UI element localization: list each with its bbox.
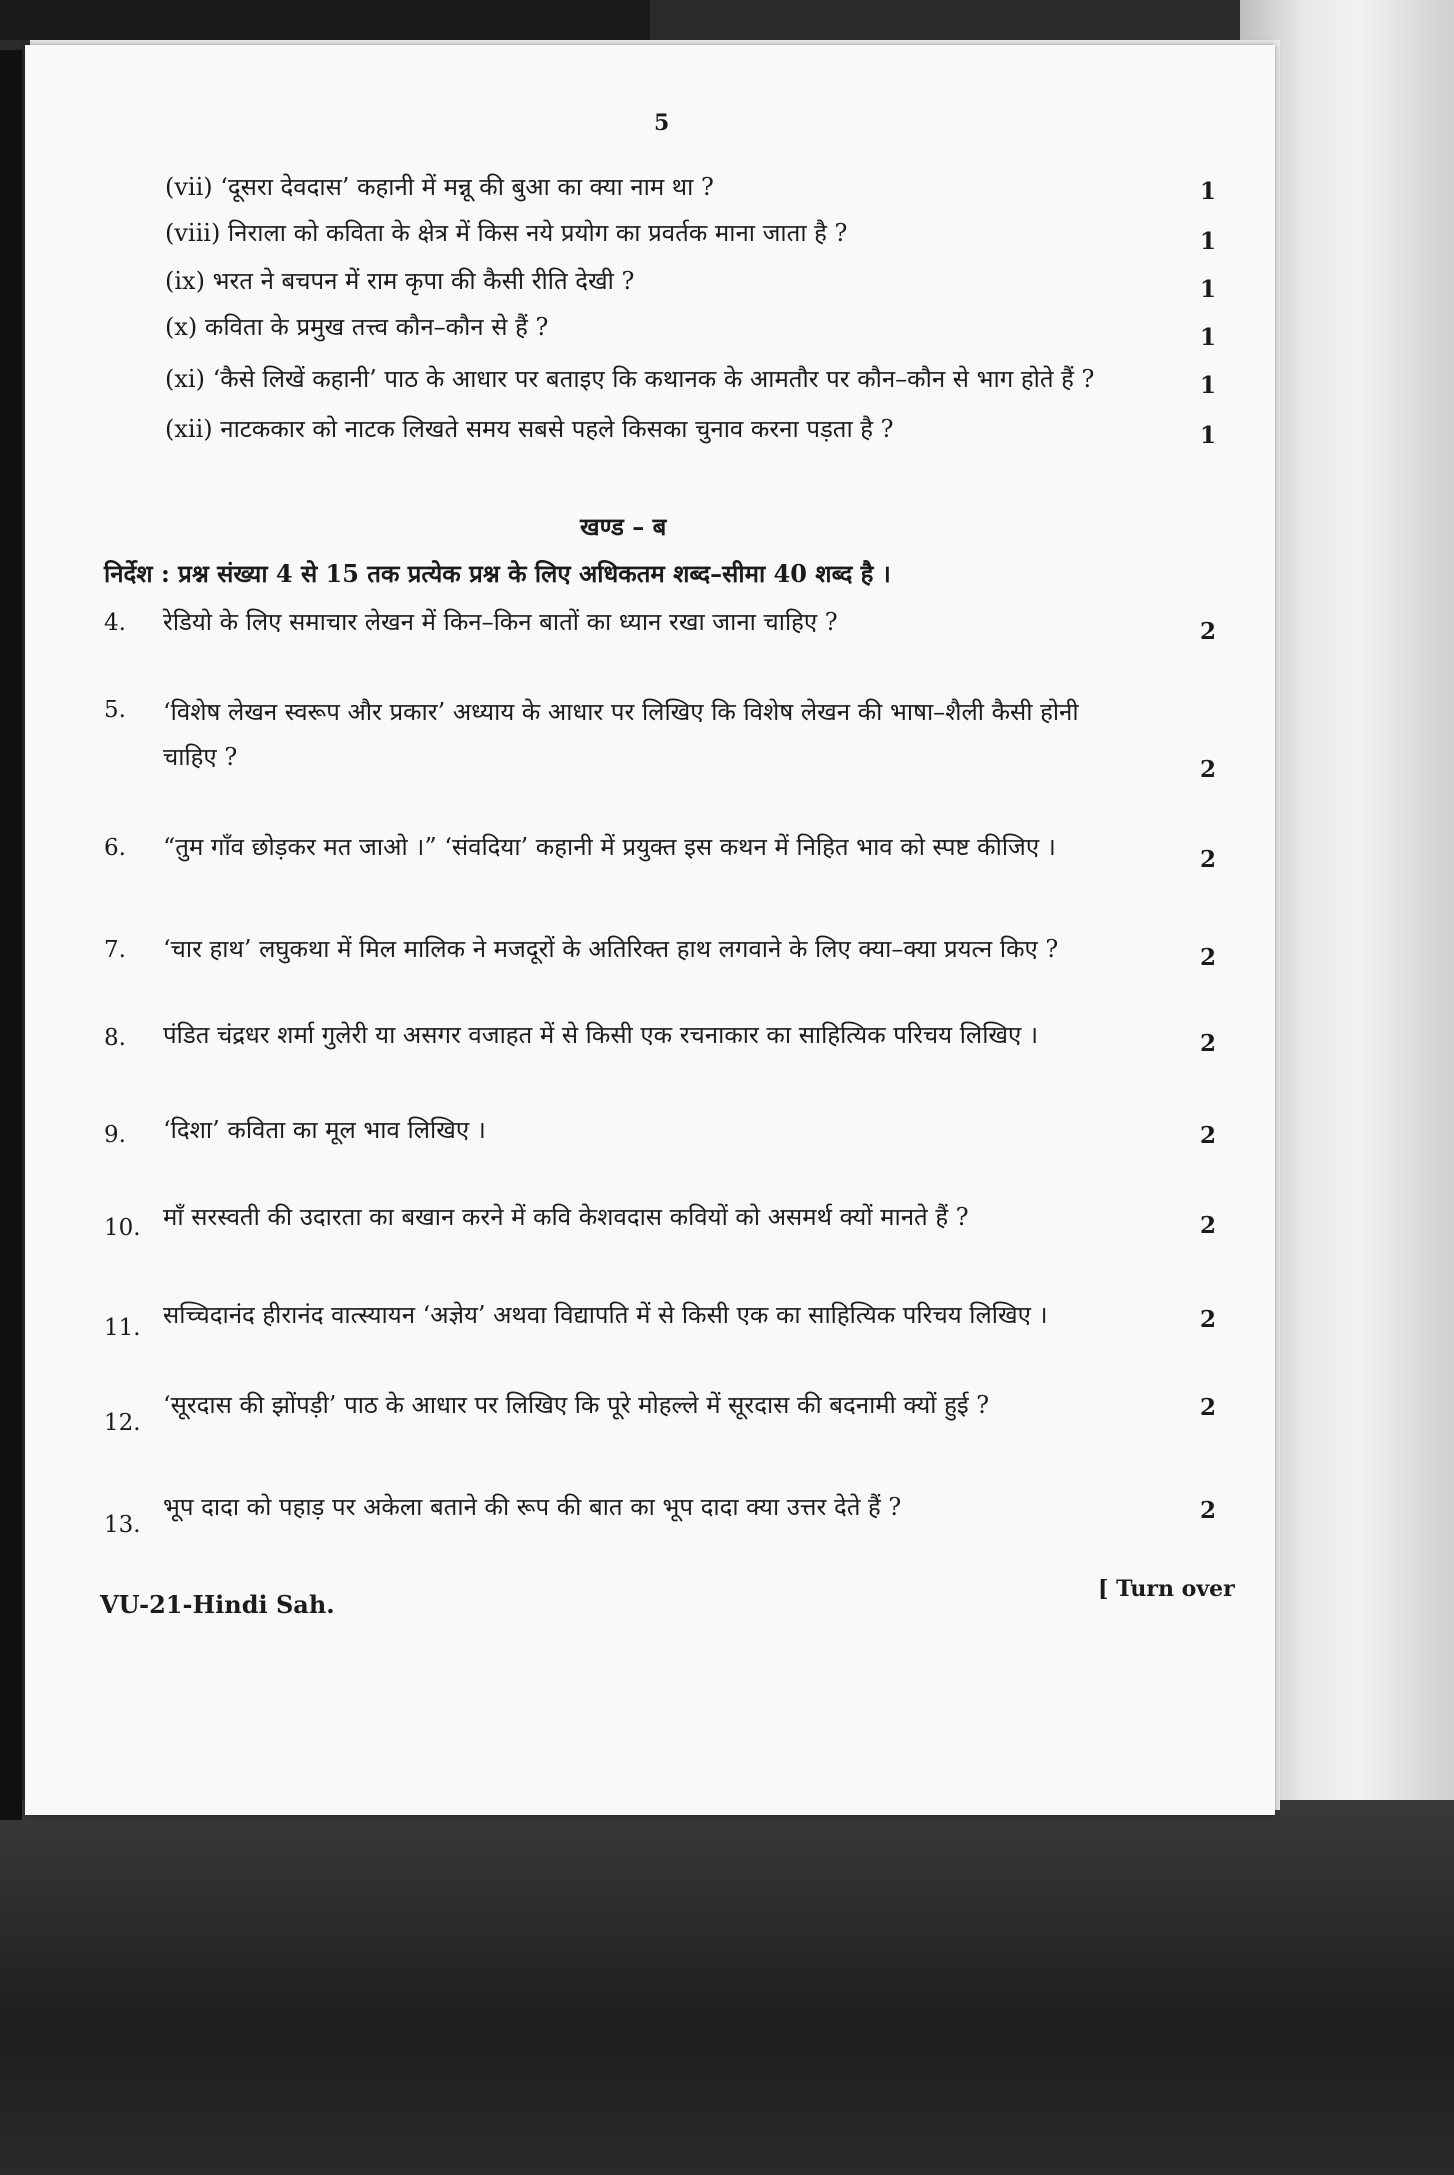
subquestion-body: भरत ने बचपन में राम कृपा की कैसी रीति देखी ? [212,267,635,295]
section-instruction: निर्देश : प्रश्न संख्या 4 से 15 तक प्रत्येक प्रश्न के लिए अधिकतम शब्द–सीमा 40 शब्द है । [104,559,891,588]
question-text: ‘विशेष लेखन स्वरूप और प्रकार’ अध्याय के आधार पर लिखिए कि विशेष लेखन की भाषा–शैली कैसी होनी [163,698,1079,726]
question-marks: 2 [1199,756,1216,783]
question-marks: 2 [1199,846,1216,873]
page-number: 5 [654,110,670,136]
subquestion-text [165,170,714,203]
question-marks: 2 [1199,1497,1216,1524]
question-number: 11. [104,1315,141,1341]
subquestion-marks: 1 [1199,178,1216,205]
subquestion-number: (x) [165,313,198,341]
question-number: 12. [104,1410,141,1436]
subquestion-body: कविता के प्रमुख तत्त्व कौन–कौन से हैं ? [204,313,549,341]
question-text-continued: चाहिए ? [163,743,238,771]
left-dark-edge [0,50,22,1820]
question-number: 7. [104,937,126,963]
question-marks: 2 [1199,944,1216,971]
question-number: 13. [104,1512,141,1538]
question-text: ‘चार हाथ’ लघुकथा में मिल मालिक ने मजदूरों के अतिरिक्त हाथ लगवाने के लिए क्या–क्या प्रयत्न किए ? [163,935,1059,963]
question-marks: 2 [1199,1212,1216,1239]
subquestion-marks: 1 [1199,324,1216,351]
subquestion-number: (ix) [165,267,205,295]
question-marks: 2 [1199,1030,1216,1057]
turn-over-label: [ Turn over [1098,1576,1235,1602]
subquestion-marks: 1 [1199,228,1216,255]
question-marks: 2 [1199,1122,1216,1149]
subquestion-body: नाटककार को नाटक लिखते समय सबसे पहले किसका चुनाव करना पड़ता है ? [220,415,894,443]
subquestion-marks: 1 [1199,422,1216,449]
subquestion-marks: 1 [1199,372,1216,399]
paper-code: VU-21-Hindi Sah. [100,1590,335,1619]
question-number: 4. [104,610,126,636]
question-text: रेडियो के लिए समाचार लेखन में किन–किन बातों का ध्यान रखा जाना चाहिए ? [163,608,838,636]
question-text: भूप दादा को पहाड़ पर अकेला बताने की रूप की बात का भूप दादा क्या उत्तर देते हैं ? [163,1493,902,1521]
question-number: 8. [104,1025,126,1051]
question-text: माँ सरस्वती की उदारता का बखान करने में कवि केशवदास कवियों को असमर्थ क्यों मानते हैं ? [163,1203,969,1231]
subquestion-marks: 1 [1199,276,1216,303]
question-number: 10. [104,1215,141,1241]
background-dark-surface [0,1800,1454,2175]
subquestion-text [165,362,1094,395]
question-text: “तुम गाँव छोड़कर मत जाओ ।” ‘संवदिया’ कहानी में प्रयुक्त इस कथन में निहित भाव को स्पष्ट कीजिए । [163,833,1056,861]
background-top-edge [0,0,650,40]
question-text: पंडित चंद्रधर शर्मा गुलेरी या असगर वजाहत में से किसी एक रचनाकार का साहित्यिक परिचय लिखिए । [163,1021,1039,1049]
subquestion-number: (xii) [165,415,213,443]
question-text: सच्चिदानंद हीरानंद वात्स्यायन ‘अज्ञेय’ अथवा विद्यापति में से किसी एक का साहित्यिक परिचय लिखिए । [163,1301,1048,1329]
question-number: 5. [104,697,126,723]
question-marks: 2 [1199,1306,1216,1333]
subquestion-text [165,264,634,297]
question-number: 6. [104,835,126,861]
subquestion-text [165,310,548,343]
subquestion-body: निराला को कविता के क्षेत्र में किस नये प्रयोग का प्रवर्तक माना जाता है ? [227,219,848,247]
question-marks: 2 [1199,1394,1216,1421]
question-text: ‘सूरदास की झोंपड़ी’ पाठ के आधार पर लिखिए कि पूरे मोहल्ले में सूरदास की बदनामी क्यों हुई ? [163,1391,990,1419]
question-text: ‘दिशा’ कविता का मूल भाव लिखिए । [163,1116,486,1144]
subquestion-number: (viii) [165,219,221,247]
subquestion-number: (xi) [165,365,205,393]
subquestion-body: ‘दूसरा देवदास’ कहानी में मन्नू की बुआ का क्या नाम था ? [220,173,714,201]
subquestion-body: ‘कैसे लिखें कहानी’ पाठ के आधार पर बताइए कि कथानक के आमतौर पर कौन–कौन से भाग होते हैं ? [212,365,1095,393]
section-heading: खण्ड – ब [580,512,667,541]
question-marks: 2 [1199,618,1216,645]
subquestion-text [165,412,894,445]
question-number: 9. [104,1122,126,1148]
subquestion-text [165,216,847,249]
subquestion-number: (vii) [165,173,213,201]
